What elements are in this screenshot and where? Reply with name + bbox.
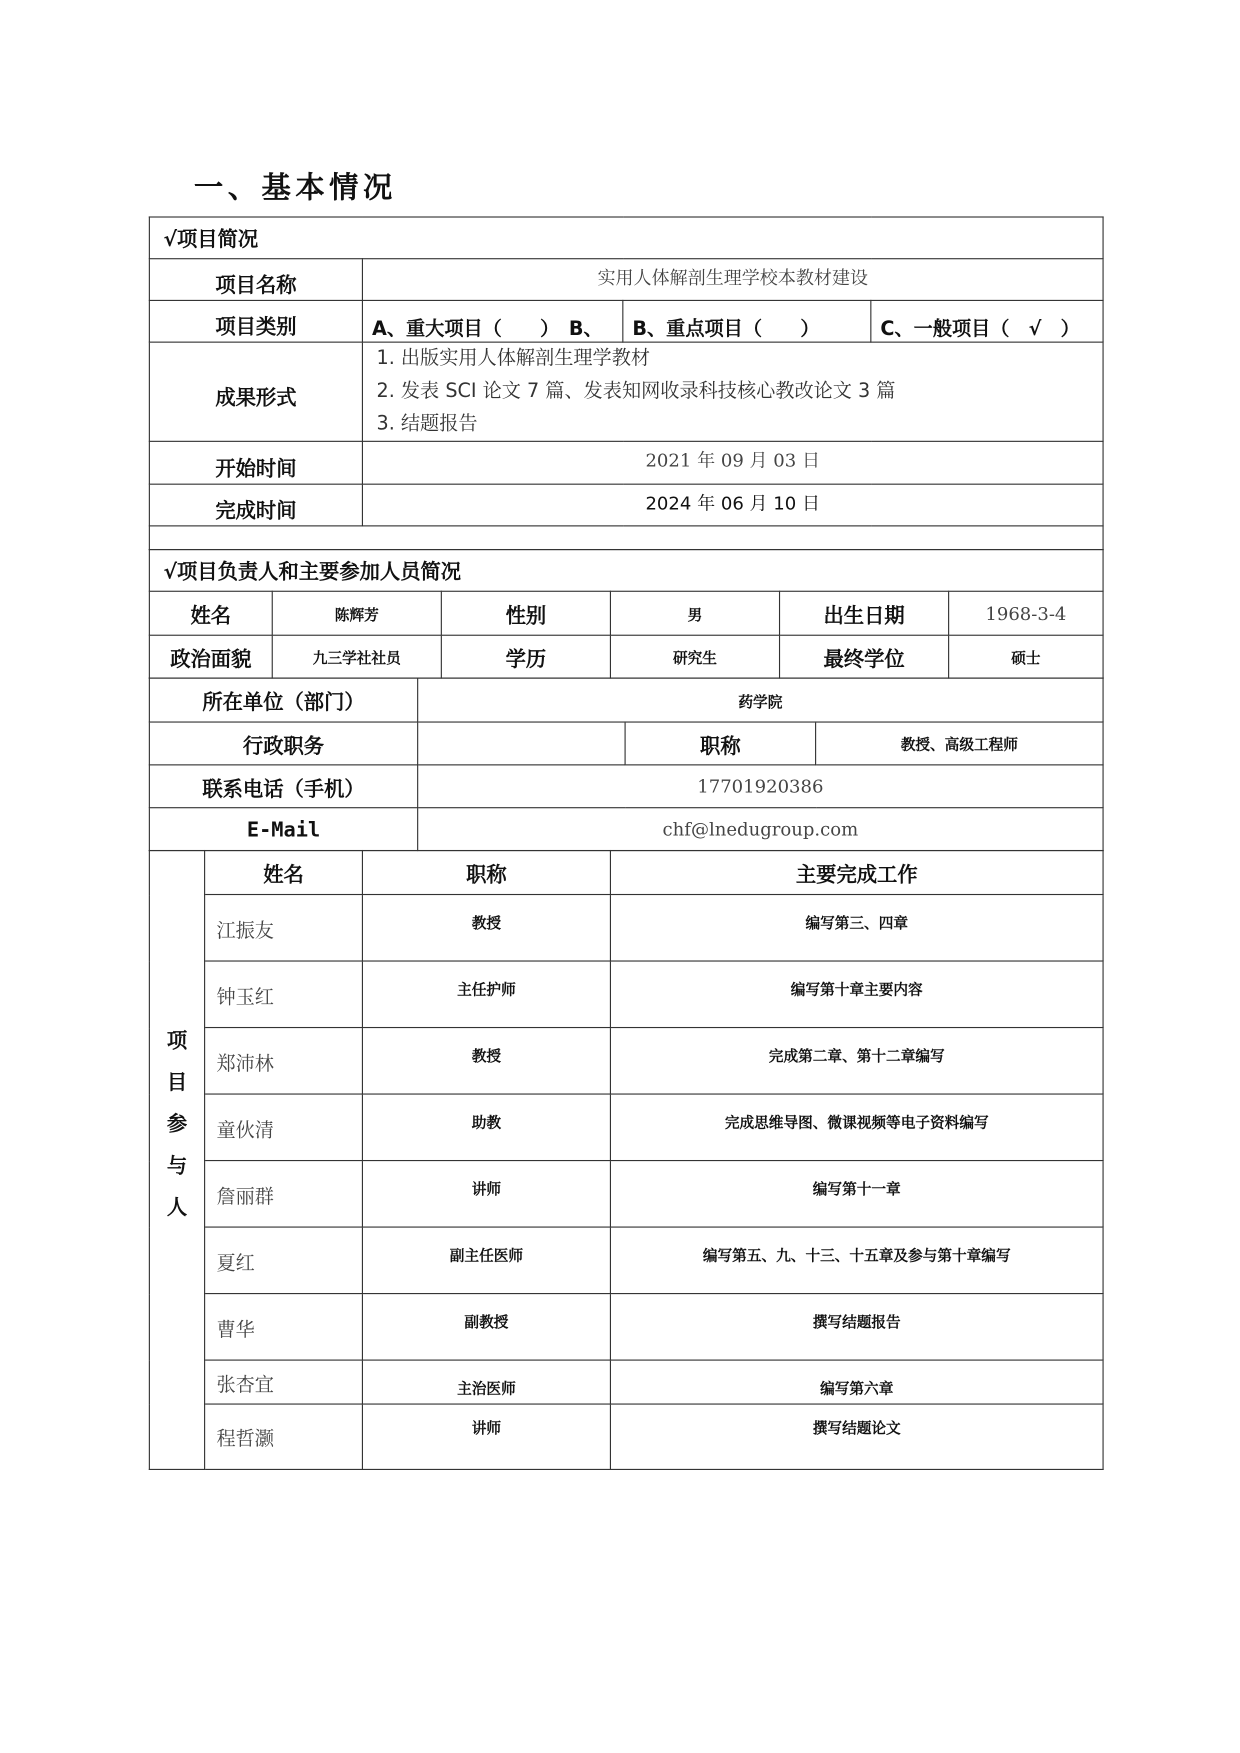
header-name: 姓名: [205, 851, 363, 895]
birth-value: 1968-3-4: [949, 591, 1104, 635]
admin-position-value: [418, 722, 625, 765]
header-title: 职称: [362, 851, 610, 895]
table-row: [149, 1094, 1103, 1161]
end-date-label: 完成时间: [149, 484, 362, 526]
table-row: [149, 1360, 1103, 1404]
education-value: 研究生: [610, 635, 779, 678]
participant-name: 詹丽群: [205, 1161, 363, 1228]
participant-work: 编写第十章主要内容: [610, 961, 1103, 1028]
table-row: [149, 1227, 1103, 1294]
leader-section-title: √项目负责人和主要参加人员简况: [149, 550, 1103, 592]
participant-title: 主治医师: [362, 1360, 610, 1404]
participant-work: 编写第六章: [610, 1360, 1103, 1404]
participant-title: 副教授: [362, 1294, 610, 1361]
professional-title-value: 教授、高级工程师: [816, 722, 1103, 765]
participants-table: [149, 850, 1104, 1470]
project-name-label: 项目名称: [149, 259, 362, 301]
political-value: 九三学社社员: [272, 635, 441, 678]
participant-work: 撰写结题报告: [610, 1294, 1103, 1361]
category-option-key: B、重点项目（ ）: [623, 300, 871, 342]
email-label: E-Mail: [149, 808, 417, 851]
gender-label: 性别: [441, 591, 610, 635]
table-row: [149, 895, 1103, 962]
leader-contact-table: [149, 678, 1104, 852]
participant-title: 助教: [362, 1094, 610, 1161]
participant-name: 江振友: [205, 895, 363, 962]
participants-side-label: [149, 851, 204, 1470]
category-option-major: A、重大项目（ ） B、: [362, 300, 622, 342]
participant-title: 讲师: [362, 1161, 610, 1228]
participant-name: 童伙清: [205, 1094, 363, 1161]
project-category-label: 项目类别: [149, 300, 362, 342]
table-row: [149, 961, 1103, 1028]
outcome-label: 成果形式: [149, 342, 362, 441]
professional-title-label: 职称: [625, 722, 816, 765]
birth-label: 出生日期: [780, 591, 949, 635]
email-value: chf@lnedugroup.com: [418, 808, 1103, 851]
participant-name: 程哲灏: [205, 1404, 363, 1469]
header-work: 主要完成工作: [610, 851, 1103, 895]
participant-name: 夏红: [205, 1227, 363, 1294]
gender-value: 男: [610, 591, 779, 635]
table-row: [149, 1404, 1103, 1469]
admin-position-label: 行政职务: [149, 722, 417, 765]
political-label: 政治面貌: [149, 635, 272, 678]
unit-label: 所在单位（部门）: [149, 678, 417, 722]
education-label: 学历: [441, 635, 610, 678]
degree-label: 最终学位: [780, 635, 949, 678]
project-name-value: 实用人体解剖生理学校本教材建设: [362, 259, 1103, 301]
participant-title: 副主任医师: [362, 1227, 610, 1294]
participant-work: 完成思维导图、微课视频等电子资料编写: [610, 1094, 1103, 1161]
participant-work: 编写第十一章: [610, 1161, 1103, 1228]
phone-value: 17701920386: [418, 765, 1103, 808]
participant-work: 撰写结题论文: [610, 1404, 1103, 1469]
outcome-list: [362, 342, 1103, 441]
participant-name: 张杏宜: [205, 1360, 363, 1404]
section-heading: 一、基本情况: [193, 171, 397, 206]
phone-label: 联系电话（手机）: [149, 765, 417, 808]
participant-work: 编写第五、九、十三、十五章及参与第十章编写: [610, 1227, 1103, 1294]
participant-title: 主任护师: [362, 961, 610, 1028]
outcome-item: 2. 发表 SCI 论文 7 篇、发表知网收录科技核心教改论文 3 篇: [376, 379, 896, 403]
table-row: [149, 1294, 1103, 1361]
participant-title: 教授: [362, 1028, 610, 1095]
leader-table: [149, 549, 1104, 679]
participant-name: 郑沛林: [205, 1028, 363, 1095]
participant-title: 讲师: [362, 1404, 610, 1469]
overview-section-title: √项目简况: [149, 217, 1103, 259]
start-date-value: 2021 年 09 月 03 日: [362, 441, 1103, 484]
table-row: [149, 1161, 1103, 1228]
outcome-item: 3. 结题报告: [376, 412, 478, 436]
leader-name-label: 姓名: [149, 591, 272, 635]
project-overview-table: [149, 216, 1104, 550]
spacer-row: [149, 526, 1103, 550]
start-date-label: 开始时间: [149, 441, 362, 484]
participant-work: 编写第三、四章: [610, 895, 1103, 962]
participant-title: 教授: [362, 895, 610, 962]
participants-side-label-text: 项目参与人: [166, 1029, 188, 1220]
category-option-general: C、一般项目（ √ ）: [871, 300, 1103, 342]
table-row: [149, 1028, 1103, 1095]
leader-name-value: 陈辉芳: [272, 591, 441, 635]
participant-name: 曹华: [205, 1294, 363, 1361]
participant-work: 完成第二章、第十二章编写: [610, 1028, 1103, 1095]
outcome-item: 1. 出版实用人体解剖生理学教材: [376, 347, 651, 370]
participant-name: 钟玉红: [205, 961, 363, 1028]
degree-value: 硕士: [949, 635, 1104, 678]
end-date-value: 2024 年 06 月 10 日: [362, 484, 1103, 526]
unit-value: 药学院: [418, 678, 1103, 722]
